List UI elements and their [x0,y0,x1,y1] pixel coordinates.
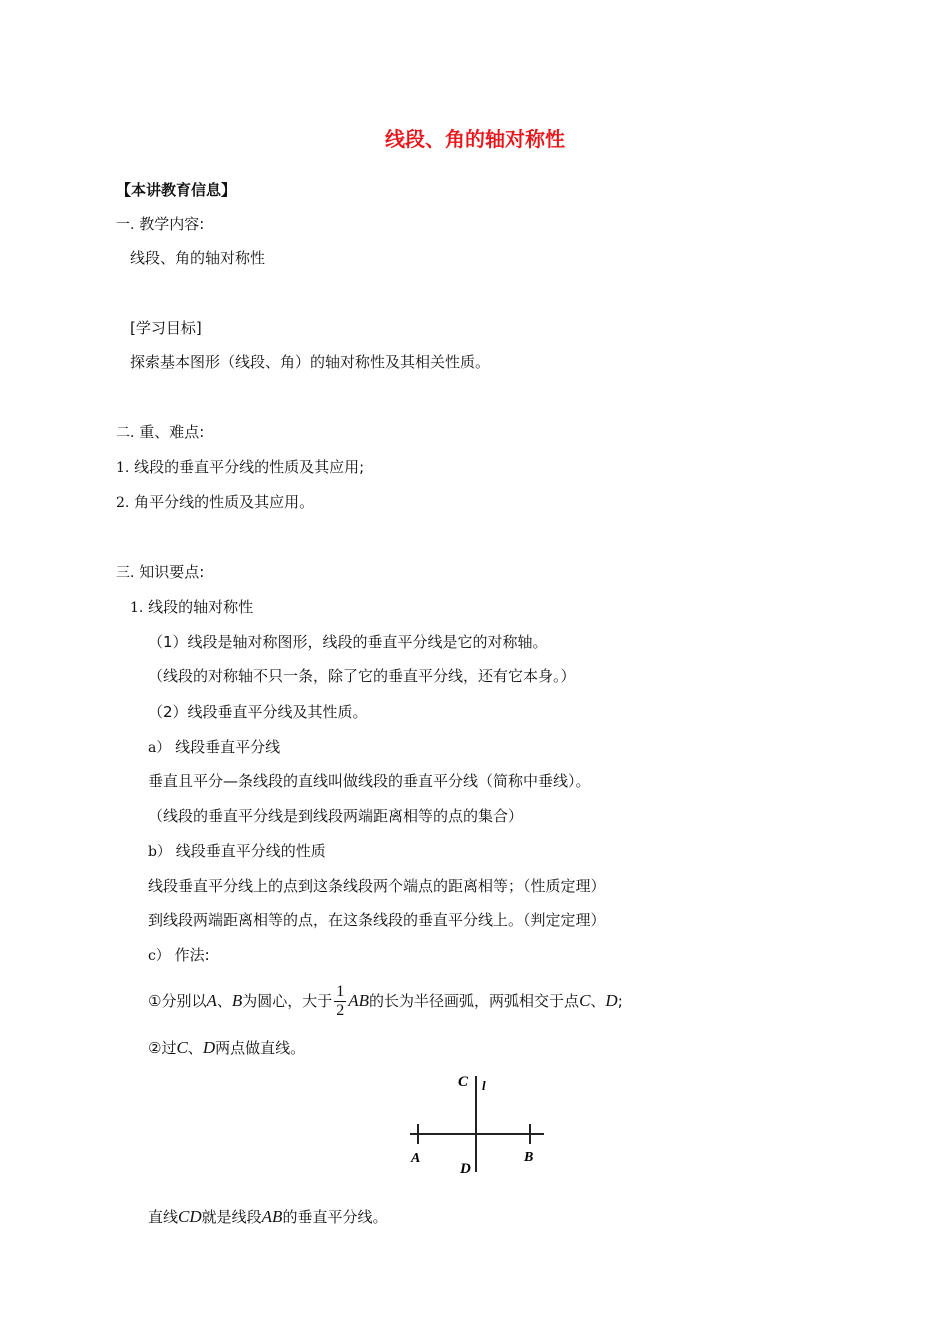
conclusion-text-c: 的垂直平分线。 [282,1208,388,1226]
sub-b-label: b） [148,844,171,860]
step-2-separator: 、 [187,1039,203,1057]
section-1-label: 教学内容: [139,215,205,233]
fraction-denominator: 2 [336,1002,345,1019]
page-title: 线段、角的轴对称性 [385,127,565,151]
list-item-text: 角平分线的性质及其应用。 [134,493,315,511]
step-1-separator: 、 [216,992,232,1010]
list-item-number: 1. [116,460,130,476]
point-c-symbol: C [176,1038,188,1057]
step-2-text-a: ②过 [148,1039,177,1057]
sub-a-label: a） [148,740,171,756]
paragraph-3: （2）线段垂直平分线及其性质。 [148,703,368,721]
sub-c-text: 作法: [174,946,210,964]
knowledge-point-number: 1. [130,600,144,616]
sub-c-label: c） [148,948,170,964]
step-1-text-c: 的长为半径画弧，两弧相交于点 [369,992,580,1010]
sub-a-definition: 垂直且平分—条线段的直线叫做线段的垂直平分线（简称中垂线）。 [148,772,591,790]
section-2-number: 二. [116,425,135,441]
sub-b-text: 线段垂直平分线的性质 [175,842,326,860]
label-c: C [458,1074,469,1090]
point-a-symbol: A [206,991,217,1010]
point-b-symbol: B [231,991,243,1010]
section-3-number: 三. [116,565,135,581]
step-1-text-a: ①分别以 [148,992,207,1010]
segment-ab-symbol: AB [348,991,370,1010]
sub-a-text: 线段垂直平分线 [175,738,281,756]
knowledge-point-text: 线段的轴对称性 [148,598,254,616]
determination-theorem: 到线段两端距离相等的点，在这条线段的垂直平分线上。（判定定理） [148,911,606,929]
section-2-label: 重、难点: [139,423,205,441]
section-1-content: 线段、角的轴对称性 [130,249,266,267]
conclusion [148,1207,387,1227]
info-header: 【本讲教育信息】 [116,181,237,199]
line-cd-symbol: CD [178,1207,202,1226]
objective-text: 探索基本图形（线段、角）的轴对称性及其相关性质。 [130,353,491,371]
label-b: B [524,1150,534,1165]
label-a: A [411,1151,421,1166]
step-1-text-b: 为圆心，大于 [242,992,333,1010]
section-1-number: 一. [116,217,135,233]
section-3-label: 知识要点: [139,563,205,581]
point-d-symbol: D [202,1038,216,1057]
fraction-numerator: 1 [336,983,345,1000]
point-d-symbol: D [605,991,618,1010]
point-c-symbol: C [579,991,591,1010]
conclusion-text-a: 直线 [148,1208,179,1226]
label-d: D [460,1161,471,1177]
segment-ab-symbol: AB [261,1207,283,1226]
sub-a-note: （线段的垂直平分线是到线段两端距离相等的点的集合） [148,807,524,825]
list-item-number: 2. [116,495,130,511]
step-1-separator-2: 、 [590,992,606,1010]
label-l: l [482,1078,486,1093]
step-1-end: ; [617,992,623,1010]
conclusion-text-b: 就是线段 [201,1208,262,1226]
paragraph-2: （线段的对称轴不只一条，除了它的垂直平分线，还有它本身。） [148,667,576,685]
paragraph-1: （1）线段是轴对称图形，线段的垂直平分线是它的对称轴。 [148,633,548,651]
step-2-text-b: 两点做直线。 [215,1039,306,1057]
objective-label: [学习目标] [130,319,202,337]
property-theorem: 线段垂直平分线上的点到这条线段两个端点的距离相等；（性质定理） [148,877,606,895]
list-item-text: 线段的垂直平分线的性质及其应用; [134,458,365,476]
